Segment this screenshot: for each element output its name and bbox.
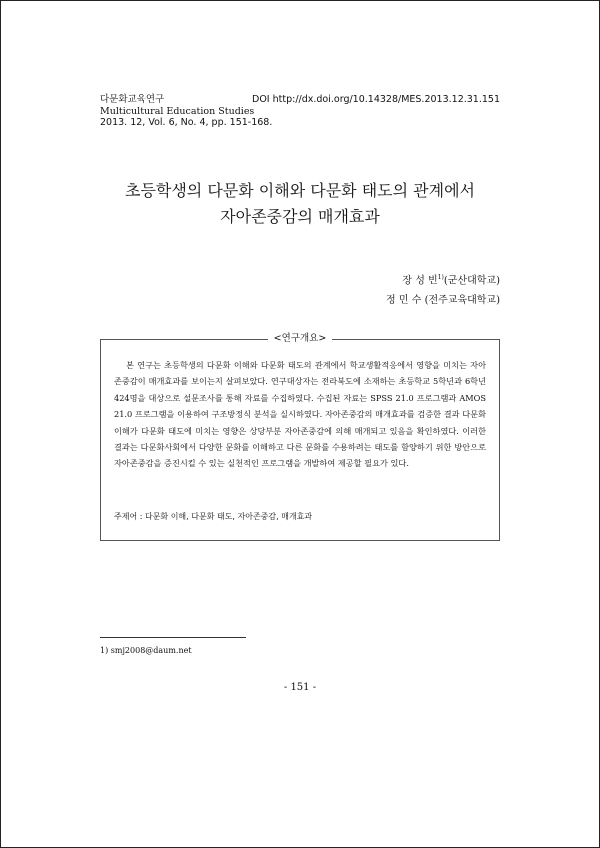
footnote-divider <box>100 637 246 638</box>
author-affiliation: (전주교육대학교) <box>424 295 500 307</box>
doi-link[interactable]: DOI http://dx.doi.org/10.14328/MES.2013.12.31.151 <box>252 94 500 105</box>
footnote: 1) smj2008@daum.net <box>100 646 192 655</box>
title-line-1: 초등학생의 다문화 이해와 다문화 태도의 관계에서 <box>124 181 475 200</box>
journal-title-korean: 다문화교육연구 <box>100 94 165 105</box>
author-name: 정 민 수 <box>386 295 422 307</box>
title-line-2: 자아존중감의 매개효과 <box>220 207 380 226</box>
paper-title <box>80 178 520 230</box>
issue-info: 2013. 12, Vol. 6, No. 4, pp. 151-168. <box>100 117 273 128</box>
author-2 <box>386 291 500 311</box>
journal-header <box>100 94 500 129</box>
page-number: - 151 - <box>283 682 317 693</box>
author-list <box>386 268 500 311</box>
keywords: 주제어 : 다문화 이해, 다문화 태도, 자아존중감, 매개효과 <box>114 512 313 521</box>
author-affiliation: (군산대학교) <box>443 275 500 287</box>
abstract-text: 본 연구는 초등학생의 다문화 이해와 다문화 태도의 관계에서 학교생활적응에서 영향을 미치는 자아존중감이 매개효과를 보이는지 살펴보았다. 연구대상자는 전라북도에 소재하는 초등학교 5학년과 6학년 424명을 대상으로 설문조사를 통해 자료를 수집하였다. 수집된 자료는 SPSS 21.0 프로그램과 AMOS 21.0 프로그램을 이용하여 구조방정식 분석을 실시하였다. 자아존중감의 매개효과를 검증한 결과 다문화 이해가 다문화 태도에 미치는 영향은 상당부분 자아존중감에 의해 매개되고 있음을 확인하였다. 이러한 결과는 다문화사회에서 다양한 문화를 이해하고 다른 문화를 수용하려는 태도를 함양하기 위한 방안으로 자아존중감을 증진시킬 수 있는 실천적인 프로그램을 개발하여 제공할 필요가 있다. <box>114 360 486 469</box>
author-1 <box>386 268 500 291</box>
author-name: 장 성 빈 <box>402 275 438 287</box>
abstract-label: <연구개요> <box>268 332 332 346</box>
journal-title-english: Multicultural Education Studies <box>100 105 255 117</box>
footnote-mark: 1) <box>437 274 444 281</box>
